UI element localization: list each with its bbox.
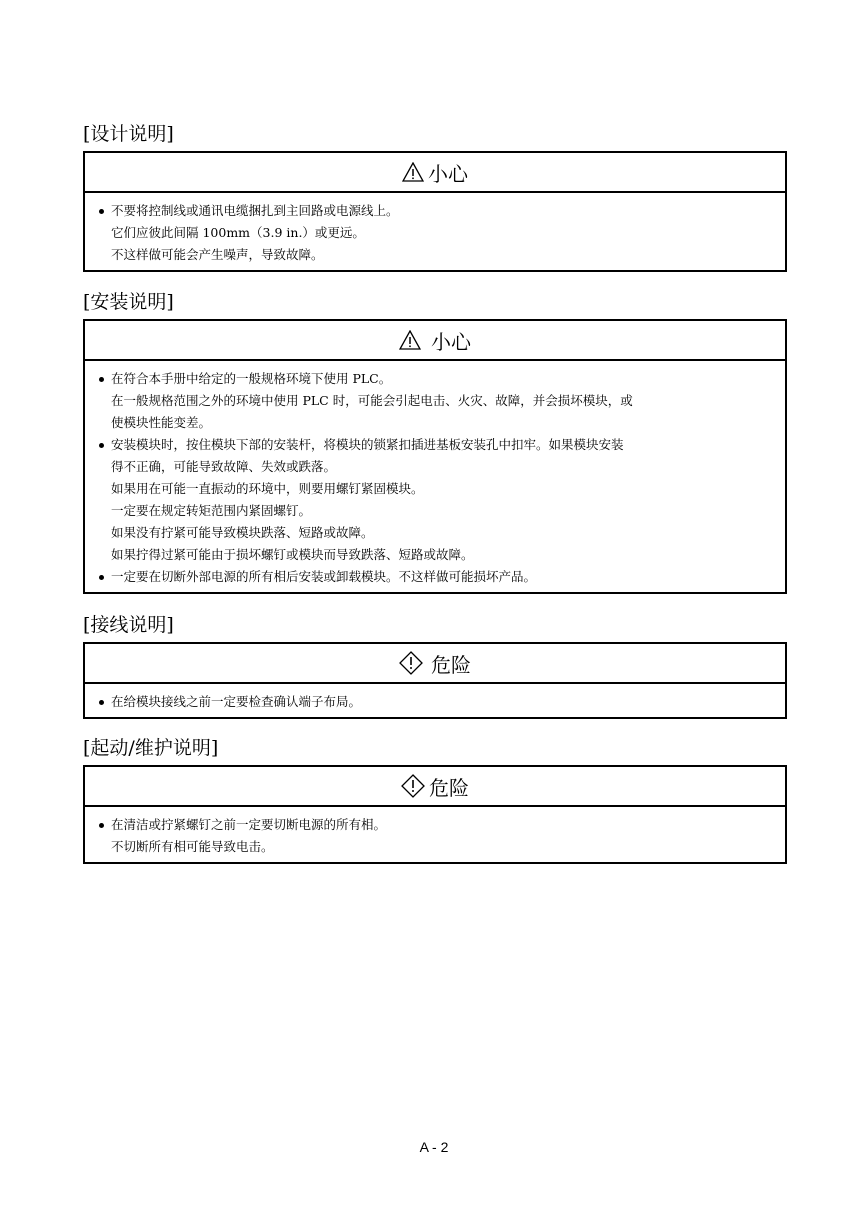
text-line: 不这样做可能会产生噪声，导致故障。 — [111, 247, 324, 262]
box-title — [85, 321, 785, 361]
text-line: 使模块性能变差。 — [111, 415, 212, 430]
box-title-label: 小心 — [428, 161, 468, 186]
box-body — [85, 807, 785, 862]
text-line: 如果没有拧紧可能导致模块跌落、短路或故障。 — [111, 525, 374, 540]
danger-diamond-icon — [401, 774, 425, 798]
list-item — [111, 814, 775, 858]
text-line: 不要将控制线或通讯电缆捆扎到主回路或电源线上。 — [111, 203, 399, 218]
text-line: 在清洁或拧紧螺钉之前一定要切断电源的所有相。 — [111, 817, 387, 832]
text-line: 在给模块接线之前一定要检查确认端子布局。 — [111, 694, 362, 709]
box-body — [85, 193, 785, 270]
box-title — [85, 767, 785, 807]
text-line: 不切断所有相可能导致电击。 — [111, 839, 274, 854]
section-installation-notes — [83, 291, 787, 594]
warning-triangle-icon — [399, 330, 421, 350]
text-line: 得不正确，可能导致故障、失效或跌落。 — [111, 459, 337, 474]
box-title-label: 危险 — [431, 652, 471, 677]
list-item — [111, 434, 775, 566]
text-line: 如果拧得过紧可能由于损坏螺钉或模块而导致跌落、短路或故障。 — [111, 547, 474, 562]
text-line: 如果用在可能一直振动的环境中，则要用螺钉紧固模块。 — [111, 481, 424, 496]
list-item — [111, 691, 775, 713]
danger-diamond-icon — [399, 651, 423, 675]
text-line: 安装模块时，按住模块下部的安装杆，将模块的锁紧扣插进基板安装孔中扣牢。如果模块安装 — [111, 437, 624, 452]
section-heading: [接线说明] — [83, 614, 174, 636]
section-wiring-notes — [83, 614, 787, 719]
section-design-notes — [83, 123, 787, 272]
caution-box — [83, 319, 787, 594]
list-item — [111, 368, 775, 434]
section-heading: [安装说明] — [83, 291, 174, 313]
text-line: 在符合本手册中给定的一般规格环境下使用 PLC。 — [111, 371, 392, 386]
text-line: 一定要在切断外部电源的所有相后安装或卸载模块。不这样做可能损坏产品。 — [111, 569, 537, 584]
box-title-label: 危险 — [429, 775, 469, 800]
page-number: A - 2 — [419, 1139, 449, 1155]
list-item — [111, 200, 775, 266]
box-title — [85, 644, 785, 684]
danger-box — [83, 642, 787, 719]
box-body — [85, 684, 785, 717]
box-title — [85, 153, 785, 193]
danger-box — [83, 765, 787, 864]
text-line: 在一般规格范围之外的环境中使用 PLC 时，可能会引起电击、火灾、故障，并会损坏模块，或 — [111, 393, 633, 408]
list-item — [111, 566, 775, 588]
text-line: 一定要在规定转矩范围内紧固螺钉。 — [111, 503, 312, 518]
box-body — [85, 361, 785, 592]
text-line: 它们应彼此间隔 100mm（3.9 in.）或更远。 — [111, 225, 365, 240]
warning-triangle-icon — [402, 162, 424, 182]
caution-box — [83, 151, 787, 272]
section-heading: [设计说明] — [83, 123, 174, 145]
box-title-label: 小心 — [431, 329, 471, 354]
section-startup-maintenance-notes — [83, 737, 787, 864]
section-heading: [起动/维护说明] — [83, 737, 219, 759]
